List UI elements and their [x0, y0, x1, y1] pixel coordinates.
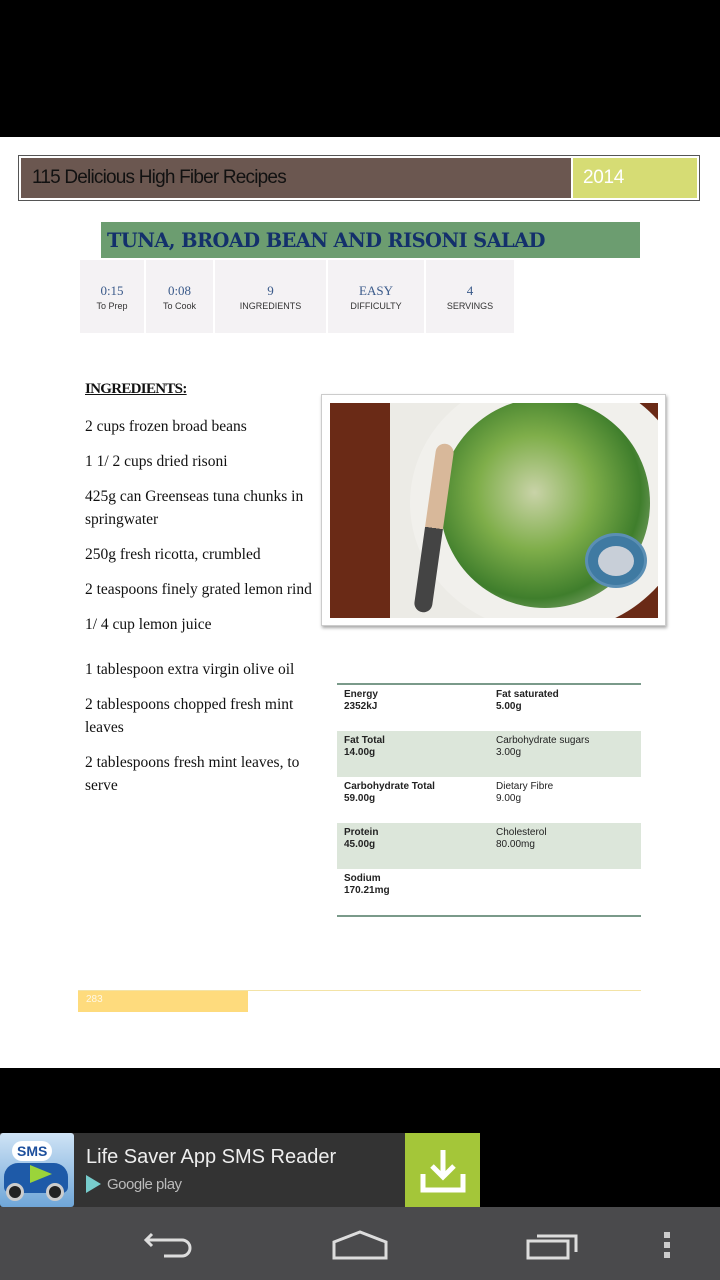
nutrition-cell-cholesterol	[489, 823, 641, 869]
photo-salt-bowl	[585, 533, 647, 588]
back-icon	[142, 1230, 194, 1260]
stat-label: To Cook	[162, 301, 197, 311]
ingredient-item: 2 cups frozen broad beans	[85, 418, 247, 435]
nutrition-label: Energy	[344, 689, 378, 700]
ingredient-item: 1/ 4 cup lemon juice	[85, 616, 212, 633]
book-year: 2014	[583, 167, 625, 188]
page-number: 283	[86, 994, 103, 1005]
stat-prep-time	[80, 260, 144, 333]
ingredients-list	[85, 415, 325, 809]
ingredients-heading: INGREDIENTS:	[85, 381, 187, 397]
ad-text[interactable]	[74, 1133, 405, 1207]
nutrition-cell-dietary-fibre	[489, 777, 641, 823]
stat-value: 4	[466, 283, 474, 298]
nutrition-label: Dietary Fibre	[496, 781, 554, 792]
nutrition-row	[337, 777, 641, 823]
book-year-box	[573, 158, 697, 198]
ad-banner[interactable]	[0, 1133, 480, 1207]
stat-value: 9	[267, 283, 274, 298]
google-play-icon	[86, 1175, 101, 1193]
home-button[interactable]	[330, 1225, 390, 1265]
nutrition-cell-fat-total	[337, 731, 489, 777]
stat-label: To Prep	[96, 301, 128, 311]
nutrition-value: 170.21mg	[344, 885, 390, 896]
recipe-stats	[80, 260, 514, 333]
ingredient-item: 425g can Greenseas tuna chunks in springwater	[85, 488, 304, 528]
nutrition-table	[337, 683, 641, 917]
stat-cook-time	[146, 260, 213, 333]
nutrition-value: 45.00g	[344, 839, 376, 850]
recipe-photo-frame	[321, 394, 666, 626]
ingredient-item: 1 tablespoon extra virgin olive oil	[85, 661, 295, 678]
ingredient-item: 2 tablespoons fresh mint leaves, to serve	[85, 754, 300, 794]
nutrition-value: 3.00g	[496, 747, 522, 758]
nutrition-cell-sodium	[337, 869, 489, 915]
nutrition-cell-carb-sugars	[489, 731, 641, 777]
nutrition-row	[337, 731, 641, 777]
arrow-icon	[30, 1165, 52, 1183]
ad-app-icon[interactable]	[0, 1133, 74, 1207]
nutrition-cell-protein	[337, 823, 489, 869]
stat-value: 0:15	[100, 283, 124, 298]
nutrition-value: 14.00g	[344, 747, 376, 758]
ad-store-label: Google play	[107, 1175, 182, 1193]
ingredient-item: 250g fresh ricotta, crumbled	[85, 546, 261, 563]
ad-download-button[interactable]	[405, 1133, 480, 1207]
stat-label: DIFFICULTY	[350, 301, 402, 311]
stat-label: SERVINGS	[446, 301, 494, 311]
nutrition-cell-fat-saturated	[489, 685, 641, 731]
book-header	[18, 155, 700, 201]
nutrition-value: 59.00g	[344, 793, 376, 804]
sms-badge: SMS	[12, 1141, 52, 1161]
book-title-box	[21, 158, 571, 198]
nutrition-label: Fat Total	[344, 735, 385, 746]
nutrition-label: Carbohydrate sugars	[496, 735, 590, 746]
stat-label: INGREDIENTS	[239, 301, 302, 311]
ad-title: Life Saver App SMS Reader	[86, 1146, 337, 1168]
stat-value: EASY	[359, 283, 393, 298]
recipe-title: TUNA, BROAD BEAN AND RISONI SALAD	[107, 228, 545, 252]
stat-value: 0:08	[167, 283, 192, 298]
nutrition-row	[337, 869, 641, 915]
recent-apps-icon	[526, 1230, 580, 1260]
download-icon	[417, 1144, 469, 1196]
book-title: 115 Delicious High Fiber Recipes	[32, 167, 286, 188]
ingredient-item: 2 teaspoons finely grated lemon rind	[85, 581, 312, 598]
page-number-box	[78, 991, 248, 1012]
nutrition-value: 80.00mg	[496, 839, 535, 850]
nutrition-value: 9.00g	[496, 793, 522, 804]
stat-difficulty	[328, 260, 424, 333]
nutrition-value: 5.00g	[496, 701, 522, 712]
nutrition-label: Cholesterol	[496, 827, 547, 838]
nutrition-label: Sodium	[344, 873, 381, 884]
recipe-photo	[330, 403, 658, 618]
overflow-menu-button[interactable]	[637, 1225, 697, 1265]
back-button[interactable]	[138, 1225, 198, 1265]
android-nav-bar	[0, 1207, 720, 1280]
nutrition-row	[337, 823, 641, 869]
recent-apps-button[interactable]	[523, 1225, 583, 1265]
nutrition-cell-energy	[337, 685, 489, 731]
nutrition-value: 2352kJ	[344, 701, 378, 712]
stat-servings	[426, 260, 514, 333]
nutrition-cell-carb-total	[337, 777, 489, 823]
home-icon	[332, 1230, 388, 1260]
stat-ingredients	[215, 260, 326, 333]
ingredient-item: 1 1/ 2 cups dried risoni	[85, 453, 228, 470]
nutrition-label: Carbohydrate Total	[344, 781, 435, 792]
nutrition-cell-empty	[489, 869, 641, 915]
nutrition-row	[337, 685, 641, 731]
ad-store	[86, 1175, 405, 1193]
ingredient-item: 2 tablespoons chopped fresh mint leaves	[85, 696, 294, 736]
nutrition-label: Protein	[344, 827, 379, 838]
wheel-icon	[6, 1183, 24, 1201]
nutrition-label: Fat saturated	[496, 689, 559, 700]
recipe-title-box	[101, 222, 640, 258]
recipe-page[interactable]	[0, 137, 720, 1068]
more-vert-icon	[662, 1230, 672, 1260]
wheel-icon	[46, 1183, 64, 1201]
